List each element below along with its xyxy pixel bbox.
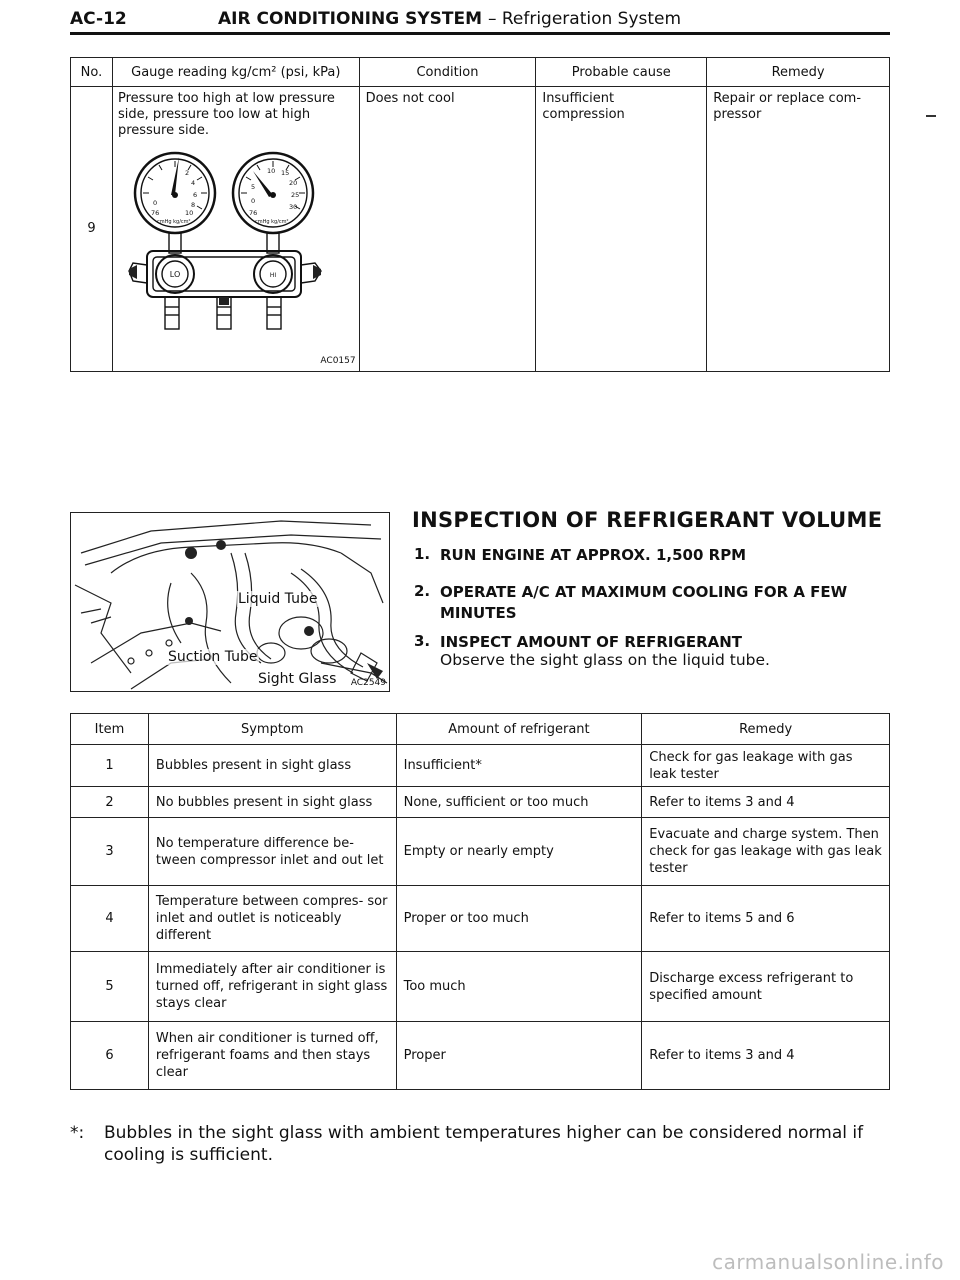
remedy-cell: Refer to items 5 and 6 [642, 886, 890, 952]
row-number: 9 [71, 87, 113, 372]
observe-instruction: Observe the sight glass on the liquid tube. [440, 651, 770, 669]
table-row [71, 952, 890, 1022]
manifold-gauge-illustration [127, 145, 323, 340]
table-row [71, 745, 890, 787]
header-amount: Amount of refrigerant [396, 714, 642, 745]
high-scale-25: 25 [290, 191, 300, 199]
lo-knob-label: LO [169, 270, 181, 279]
step-number: 3. [414, 632, 431, 650]
gauge-reading-text: Pressure too high at low pressure side, pressure too low at high pressure side. [117, 91, 335, 138]
high-scale-20: 20 [288, 179, 298, 187]
high-scale-15: 15 [280, 169, 290, 177]
item-cell: 4 [71, 886, 149, 952]
high-unit: cmHg kg/cm² [254, 219, 289, 225]
cause-cell: Insufficient compression [536, 87, 707, 372]
header-gauge-reading: Gauge reading kg/cm² (psi, kPa) [112, 58, 359, 87]
low-unit: cmHg kg/cm² [156, 219, 191, 225]
page-header [70, 4, 890, 35]
header-probable-cause: Probable cause [536, 58, 707, 87]
gauge-table-header [71, 58, 890, 87]
high-scale-0: 0 [250, 197, 256, 205]
item-cell: 6 [71, 1022, 149, 1090]
footnote-text: Bubbles in the sight glass with ambient temperatures higher can be considered normal if cooling is sufficient. [104, 1123, 864, 1165]
step-text: RUN ENGINE AT APPROX. 1,500 RPM [440, 546, 747, 564]
symptom-cell: Immediately after air conditioner is turned off, refrigerant in sight glass stays clear [148, 952, 396, 1022]
hi-knob-label: HI [269, 272, 277, 279]
refrigerant-amount-table [70, 713, 890, 1090]
gauge-reading-cell [112, 87, 359, 372]
watermark: carmanualsonline.info [712, 1250, 944, 1274]
amount-cell: Proper [396, 1022, 642, 1090]
item-cell: 1 [71, 745, 149, 787]
low-scale-2: 2 [184, 169, 190, 177]
page-title [218, 9, 681, 29]
header-remedy: Remedy [642, 714, 890, 745]
remedy-cell: Evacuate and charge system. Then check for gas leakage with gas leak tester [642, 818, 890, 886]
page-code: AC-12 [70, 9, 127, 29]
header-symptom: Symptom [148, 714, 396, 745]
table-row [71, 787, 890, 818]
sight-glass-label: Sight Glass [258, 671, 337, 687]
remedy-cell: Refer to items 3 and 4 [642, 1022, 890, 1090]
page-title-main: AIR CONDITIONING SYSTEM [218, 9, 483, 29]
amount-cell: Insufficient* [396, 745, 642, 787]
amount-cell: Too much [396, 952, 642, 1022]
header-condition: Condition [359, 58, 536, 87]
item-cell: 5 [71, 952, 149, 1022]
remedy-cell: Repair or replace com- pressor [707, 87, 890, 372]
page-subtitle: – Refrigeration System [487, 9, 682, 29]
table-row [71, 818, 890, 886]
symptom-cell: No bubbles present in sight glass [148, 787, 396, 818]
table-row [71, 886, 890, 952]
step-number: 2. [414, 582, 431, 600]
high-scale-76: 76 [248, 209, 258, 217]
low-scale-0: 0 [152, 199, 158, 207]
step-text: INSPECT AMOUNT OF REFRIGERANT [440, 633, 743, 651]
section-heading: INSPECTION OF REFRIGERANT VOLUME [412, 508, 883, 532]
symptom-cell: No temperature difference be- tween compressor inlet and out let [148, 818, 396, 886]
amount-cell: Proper or too much [396, 886, 642, 952]
step-number: 1. [414, 545, 431, 563]
liquid-tube-label: Liquid Tube [238, 591, 318, 607]
engine-bay-figure [70, 512, 390, 692]
gauge-reading-table [70, 57, 890, 372]
high-scale-5: 5 [250, 183, 256, 191]
amount-cell: None, sufficient or too much [396, 787, 642, 818]
footnote-mark: *: [70, 1123, 85, 1143]
table-row [71, 1022, 890, 1090]
header-remedy: Remedy [707, 58, 890, 87]
manifold-gauge-icon [127, 145, 323, 335]
header-no: No. [71, 58, 113, 87]
margin-mark [926, 115, 936, 117]
figure-id: AC2549 [350, 678, 386, 688]
remedy-cell: Check for gas leakage with gas leak tester [642, 745, 890, 787]
item-cell: 3 [71, 818, 149, 886]
remedy-cell: Refer to items 3 and 4 [642, 787, 890, 818]
amount-cell: Empty or nearly empty [396, 818, 642, 886]
low-scale-6: 6 [192, 191, 198, 199]
header-item: Item [71, 714, 149, 745]
table-row [71, 87, 890, 372]
low-scale-4: 4 [190, 179, 196, 187]
inspection-section [412, 508, 902, 669]
suction-tube-label: Suction Tube [168, 649, 258, 665]
low-scale-8: 8 [190, 201, 196, 209]
low-scale-10: 10 [184, 209, 194, 217]
figure-id: AC0157 [320, 356, 356, 366]
refrigerant-table-header [71, 714, 890, 745]
remedy-cell: Discharge excess refrigerant to specified amount [642, 952, 890, 1022]
high-scale-10: 10 [266, 167, 276, 175]
low-scale-76: 76 [150, 209, 160, 217]
symptom-cell: When air conditioner is turned off, refrigerant foams and then stays clear [148, 1022, 396, 1090]
high-scale-30: 30 [288, 203, 298, 211]
condition-cell: Does not cool [359, 87, 536, 372]
item-cell: 2 [71, 787, 149, 818]
symptom-cell: Bubbles present in sight glass [148, 745, 396, 787]
step-text: OPERATE A/C AT MAXIMUM COOLING FOR A FEW MINUTES [440, 583, 848, 622]
symptom-cell: Temperature between compres- sor inlet and outlet is noticeably different [148, 886, 396, 952]
